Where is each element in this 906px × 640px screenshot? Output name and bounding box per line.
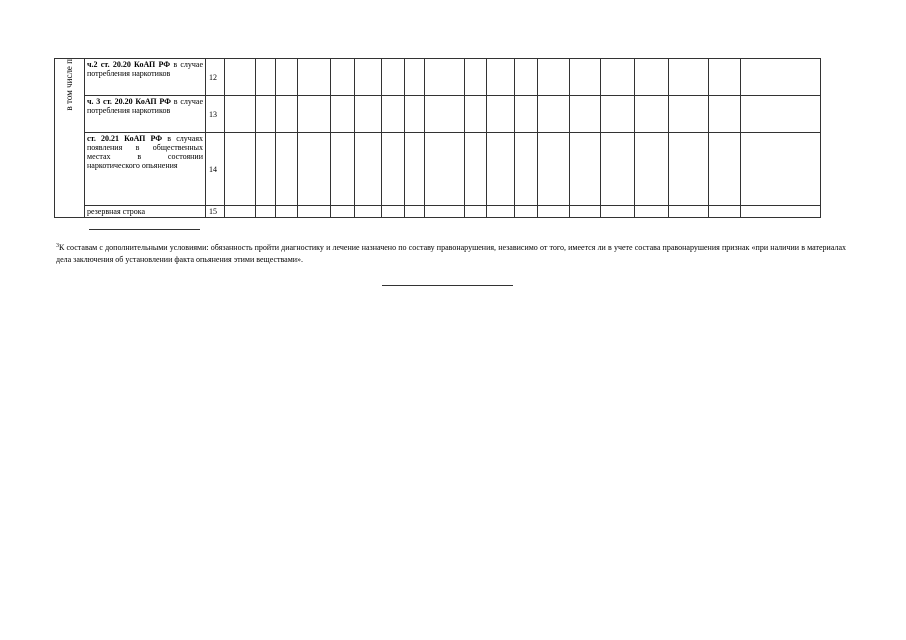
table-row (55, 206, 896, 218)
footnote-separator (89, 229, 200, 230)
side-label-cell (55, 59, 85, 218)
row-name-cell (85, 133, 206, 206)
row-name-bold: ч.2 ст. 20.20 КоАП РФ (87, 60, 171, 69)
row-number: 13 (206, 96, 225, 133)
row-number: 14 (206, 133, 225, 206)
row-name-text: в случае потребления наркотиков (87, 97, 203, 115)
row-name-bold: ч. 3 ст. 20.20 КоАП РФ (87, 97, 172, 106)
row-number: 15 (206, 206, 225, 218)
row-name-cell (85, 59, 206, 96)
table-row (55, 59, 896, 96)
statistics-table (54, 58, 896, 218)
footnote (56, 240, 846, 266)
row-name-cell (85, 96, 206, 133)
footnote-marker: 3 (56, 243, 59, 249)
row-name-text: в случаях появления в общественных местах в состоянии наркотического опьянения (87, 134, 204, 170)
row-name-text: в случае потребления наркотиков (87, 60, 203, 78)
footnote-text: К составам с дополнительными условиями: обязанность пройти диагностику и лечение назначено по составу правонарушения, независимо от того, имеется ли в учете состава правонарушения признак «при наличии в материалах дела заключения об установлении факта опьянения этими веществами». (56, 243, 846, 264)
row-name-cell (85, 206, 206, 218)
side-label: в том числе п (64, 59, 74, 111)
row-name-bold: ст. 20.21 КоАП РФ (87, 134, 163, 143)
table-row (55, 133, 896, 206)
end-separator (382, 285, 513, 286)
row-name-text: резервная строка (87, 207, 146, 216)
table-row (55, 96, 896, 133)
row-number: 12 (206, 59, 225, 96)
